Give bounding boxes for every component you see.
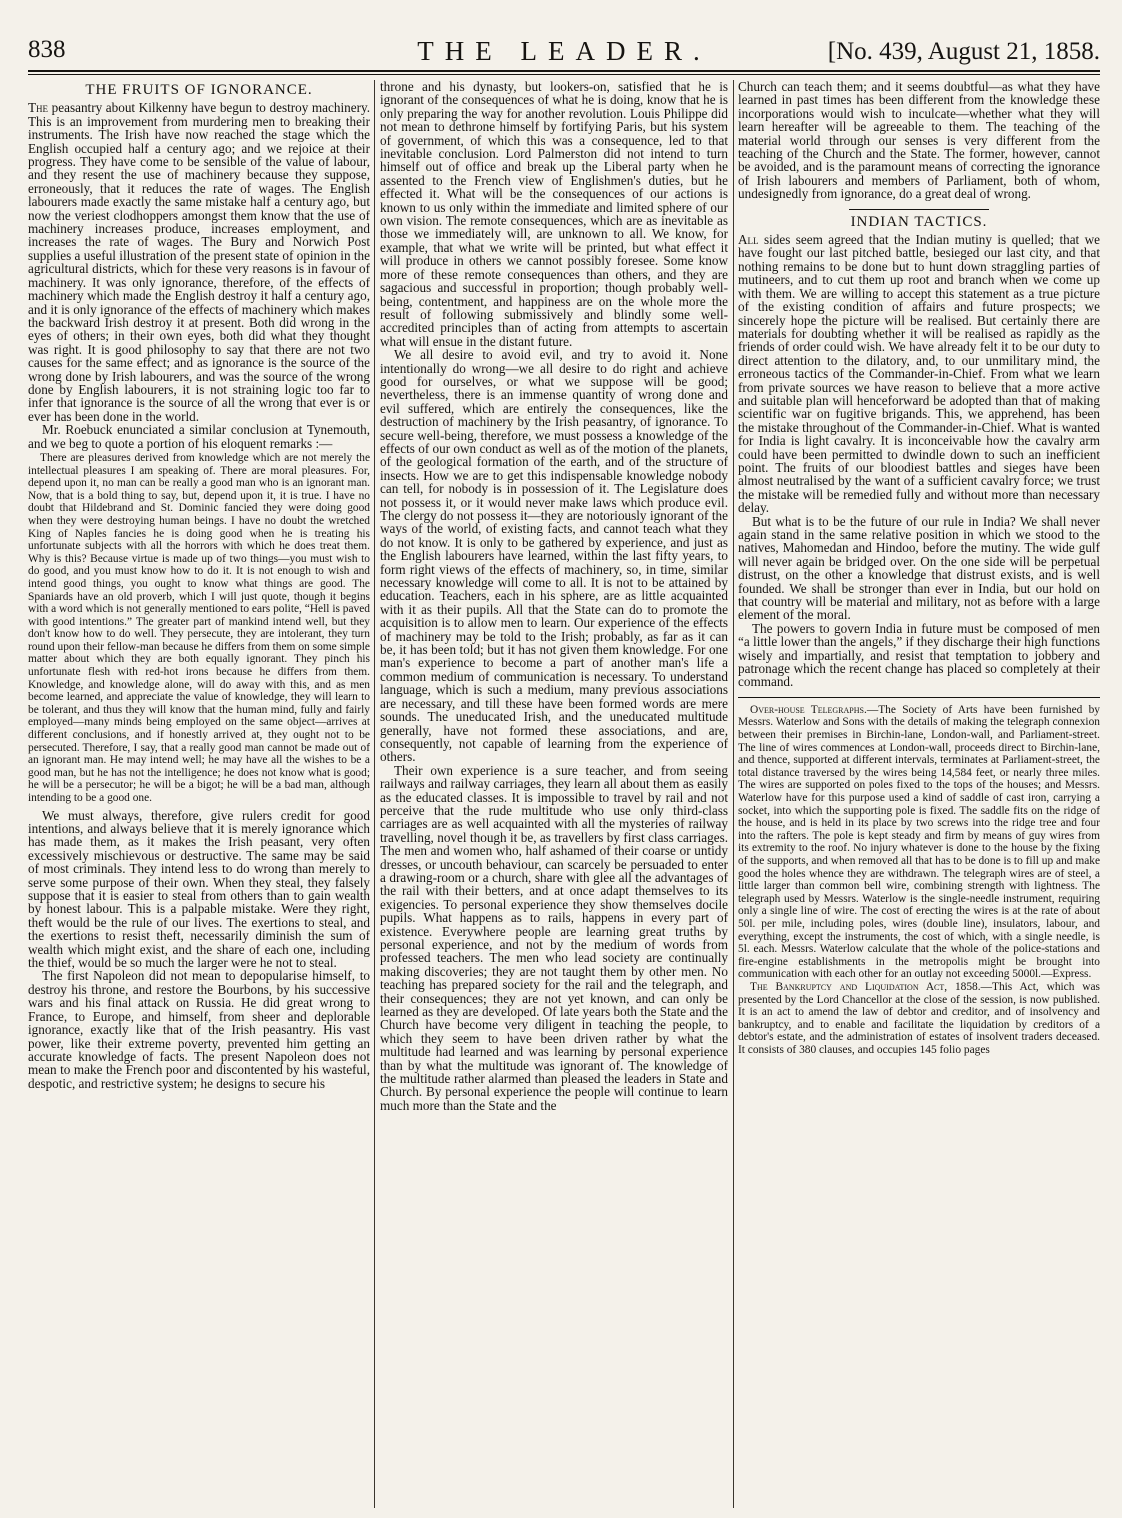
article-paragraph: But what is to be the future of our rule in India? We shall never again stand in the same relative position in which we stood to the natives, Mahomedan and Hindoo, before the mutiny. The wide gulf will never again be bridged over. On the one side will be perpetual distrust, on the other a knowledge that distrust exists, and is well founded. We shall be stronger than ever in India, but our hold on that country will be material and military, not as before with a large element of the moral. (738, 513, 1100, 623)
lead-word: All (738, 232, 759, 248)
paragraph-text: peasantry about Kilkenny have begun to destroy machinery. This is an improvement from murdering men to breaking their instruments. The Irish have now reached the stage which the English occupied half a century ago; and we rejoice at their progress. They have come to be sensible of the value of labour, and they resent the use of machinery because they suppose, erroneously, that it reduces the rate of wages. The English labourers made exactly the same mistake half a century ago, but now the veriest clodhoppers amongst them know that the use of machinery increases produce, increases employment, and increases the rate of wages. The Bury and Norwich Post supplies a useful illustration of the present state of opinion in the agricultural districts, which for these very reasons is in favour of machinery. It was only ignorance, therefore, of the effects of machinery which made the English destroy it half a century ago, and it is only ignorance of the effects of machinery which makes the backward Irish destroy it at present. Both did wrong in the eyes of others; in their own eyes, both did what they thought was right. It is good philosophy to say that there are not two causes for the same effect; and as ignorance is the source of the wrong done by Irish labourers, and was the source of the wrong done by English labourers, it is not straining logic too far to infer that ignorance is the source of all the wrong that ever is or ever has been done in the world. (28, 100, 370, 424)
article-paragraph: We all desire to avoid evil, and try to avoid it. None intentionally do wrong—we all desire to do right and achieve good for ourselves, or what we suppose will be good; nevertheless, there is an immense quantity of wrong done and evil suffered, which are entirely the consequences, like the destruction of machinery by the Irish peasantry, of ignorance. To secure well-being, therefore, we must possess a knowledge of the effects of our own conduct as well as of the motion of the planets, of the geological formation of the earth, and of the structure of insects. How we are to get this indispensable knowledge nobody can tell, for nobody is in possession of it. The Legislature does not possess it, or it would never make laws which produce evil. The clergy do not possess it—they are notoriously ignorant of the ways of the world, of existing facts, and cannot teach what they do not know. It is only to be gathered by experience, and just as the English labourers have learned, within the last fifty years, to form right views of the effects of machinery, so, in time, similar necessary knowledge will come to all. It is not to be attained by education. Teachers, each in his sphere, are as little acquainted with it as their pupils. All that the State can do to promote the acquisition is to allow men to learn. Our experience of the effects of machinery may be told to the Irish; probably, as far as it can be, it has been told; but it has not given them knowledge. For one man's experience to become a part of another man's life a common medium of communication is necessary. To understand language, which is such a medium, many previous associations are necessary, and till these have been formed words are mere sounds. The uneducated Irish, and the uneducated multitude generally, have not formed these associations, and are, consequently, not capable of learning from the experience of others. (380, 347, 728, 765)
page-number: 838 (28, 36, 66, 63)
masthead-rule (28, 74, 1100, 75)
quote-text: There are pleasures derived from knowledge which are not merely the intellectual pleasures I am speaking of. There are moral pleasures. For, depend upon it, no man can be really a good man who is an ignorant man. Now, that is a bold thing to say, but, depend upon it, it is true. I have no doubt that Hildebrand and St. Dominic fancied they were doing good when they were destroying human beings. I have no doubt the wretched King of Naples fancies he is doing good when he is treating his unfortunate subjects with all the horrors with which he does treat them. Why is this? Because virtue is made up of two things—you must wish to do good, and you must know how to do it. It is not enough to wish and intend good things, you ought to know what things are good. The Spaniards have an old proverb, which I will just quote, though it begins with a word which is not generally mentioned to ears polite, “Hell is paved with good intentions.” The greater part of mankind intend well, but they don't know how to do well. They persecute, they are intolerant, they turn round upon their fellow-man because he differs from them on some simple matter about which they are both equally ignorant. They pinch his unfortunate flesh with red-hot irons because he differs from them. Knowledge, and knowledge alone, will do away with this, and as men become learned, and appreciate the value of knowledge, they will learn to be tolerant, and thus they will know that the human mind, fully and fairly employed—many minds being employed on the same object—arrives at different conclusions, and if honestly arrived at, they ought not to be persecuted. Therefore, I say, that a really good man cannot be made out of an ignorant man. He may intend well; he may have all the wishes to be a good man, but he has not the intelligence; he does not know what is good; he will be a persecutor; he will be a bigot; he will be a bad man, although intending to be a good one. (28, 451, 370, 804)
article-paragraph: throne and his dynasty, but lookers-on, satisfied that he is ignorant of the consequences of what he is doing, know that he is only preparing the way for another revolution. Louis Philippe did not mean to dethrone himself by fortifying Paris, but his system of government, of which this was a consequence, led to that inevitable conclusion. Lord Palmerston did not intend to turn himself out of office and break up the Liberal party when he assented to the French view of Englishmen's duties, but he effected it. What will be the consequences of our actions is known to us only within the immediate and limited sphere of our own vision. The remote consequences, which are as inevitable as those we immediately will, are unknown to all. We know, for example, that what we write will be printed, but what effect it will produce in others we cannot possibly foresee. Some know more of these remote consequences than others, and they are sagacious and successful in proportion; though probably well-being, contentment, and happiness are on the whole more the result of following submissively and blindly some well-accredited principles than of acting from attempts to ascertain what will ensue in the distant future. (380, 80, 728, 349)
masthead (28, 36, 1100, 72)
column-1 (28, 80, 370, 1508)
issue-date: [No. 439, August 21, 1858. (827, 38, 1100, 65)
article-paragraph: The powers to govern India in future must be composed of men “a little lower than the angels,” if they discharge their high functions wisely and impartially, and resist that temptation to jobbery and patronage which the recent change has placed so completely at their command. (738, 620, 1100, 690)
news-item-title: The Bankruptcy and Liquidation Act, 1858. (750, 980, 981, 993)
section-rule (849, 209, 989, 210)
news-item-text: —This Act, which was presented by the Lord Chancellor at the close of the session, is now published. It is an act to amend the law of debtor and creditor, and of insolvency and bankruptcy, and to enable and facilitate the liquidation by creditors of a debtor's estate, and the administration of estates of insolvent traders deceased. It consists of 380 clauses, and occupies 145 folio pages (738, 980, 1100, 1056)
article-heading-indian-tactics: INDIAN TACTICS. (850, 213, 988, 230)
article-paragraph (28, 101, 370, 423)
column-2 (380, 80, 728, 1508)
article-paragraph: The first Napoleon did not mean to depopularise himself, to destroy his throne, and restore the Bourbons, by his successive wars and his final attack on Russia. He did great wrong to France, to Europe, and himself, from sheer and deplorable ignorance, exactly like that of the Irish peasantry. His vast power, like their extreme poverty, prevented him getting an accurate knowledge of facts. The present Napoleon does not mean to make the French poor and discontented by his wasteful, despotic, and restrictive system; he designs to secure his (28, 968, 370, 1091)
lead-word: The (28, 100, 49, 116)
article-paragraph: Church can teach them; and it seems doubtful—as what they have learned in past times has been different from the knowledge these incorporations would wish to inculcate—whether what they will learn hereafter will be agreeable to them. The teaching of the material world through our senses is very different from the teaching of the Church and the State. The former, however, cannot be avoided, and is the paramount means of correcting the ignorance of Irish labourers and members of Parliament, both of whom, undesignedly from ignorance, do a great deal of wrong. (738, 80, 1100, 202)
news-item-telegraphs (738, 704, 1100, 981)
article-paragraph: We must always, therefore, give rulers credit for good intentions, and always believe that it is merely ignorance which has made them, as it makes the Irish peasant, very often excessively mischievous or destructive. The same may be said of most criminals. They intend less to do wrong than merely to serve some purpose of their own. When they steal, they falsely suppose that it is easier to steal from others than to gain wealth by honest labour. This is a palpable mistake. Were they right, theft would be the rule of our lives. The exertions to steal, and the exertions to resist theft, necessarily diminish the sum of wealth which might exist, and the share of each one, including the thief, would be so much the larger were he not to steal. (28, 807, 370, 971)
article-paragraph: Mr. Roebuck enunciated a similar conclusion at Tynemouth, and we beg to quote a portion of his eloquent remarks :— (28, 422, 370, 451)
article-paragraph: Their own experience is a sure teacher, and from seeing railways and railway carriages, they learn all about them as easily as the educated classes. It is impossible to travel by rail and not perceive that the rude multitude who use only third-class carriages are as well acquainted with all the mysteries of railway travelling, novel though it be, as travellers by first class carriages. The men and women who, half ashamed of their coarse or untidy dresses, or uncouth behaviour, can scarcely be persuaded to enter a drawing-room or a church, share with glee all the advantages of the rail with their betters, and at once adapt themselves to its exigencies. To personal experience they show themselves docile pupils. What happens as to rails, happens in every part of existence. Everywhere people are learning great truths by personal experience, and not by the medium of words from professed teachers. The men who lead society are continually making discoveries; they are not taught them by other men. No teaching has prepared society for the rail and the telegraph, and their consequences; they are not yet known, and can only be learned as they are developed. Of late years both the State and the Church have become very diligent in teaching the people, to which they seem to have been driven rather by what the multitude had learned and was learning by personal experience than by what the multitude was ignorant of. The knowledge of the multitude rather alarmed than pleased the leaders in State and Church. By personal experience the people will continue to learn much more than the State and the (380, 762, 728, 1113)
news-item-bankruptcy-act (738, 981, 1100, 1057)
column-divider (733, 80, 734, 1508)
paragraph-text: sides seem agreed that the Indian mutiny is quelled; that we have fought our last pitched battle, besieged our last city, and that nothing remains to be done but to hunt down straggling parties of mutineers, and to cut them up root and branch when we come up with them. We are willing to accept this statement as a true picture of the existing condition of affairs and future prospects; we sincerely hope the picture will be realised. But certainly there are materials for doubting whether it will be realised as rapidly as the friends of order could wish. We have already felt it to be our duty to direct attention to the dilatory, and, to our unmilitary mind, the erroneous tactics of the Commander-in-Chief. From what we learn from private sources we have reason to believe that a more active and suitable plan will henceforward be adopted than that of making scientific war on fugitive brigands. This, we apprehend, has been the mistake throughout of the Commander-in-Chief. What is wanted for India is light cavalry. It is inconceivable how the cavalry arm could have been permitted to dwindle down to such an inefficient point. The fruits of our bloodiest battles and sieges have been almost neutralised by the want of a sufficient cavalry force; we trust the mistake will be remedied fully and without more than necessary delay. (738, 232, 1100, 516)
news-item-title: Over-house Telegraphs. (750, 703, 867, 716)
article-heading-fruits-of-ignorance: THE FRUITS OF IGNORANCE. (85, 82, 313, 98)
news-items (738, 704, 1100, 1057)
column-divider (374, 80, 375, 1508)
newspaper-title: THE LEADER. (417, 36, 711, 66)
news-item-text: —The Society of Arts have been furnished by Messrs. Waterlow and Sons with the details of making the telegraph connexion between their premises in Birchin-lane, London-wall, and Parliament-street. The line of wires commences at London-wall, proceeds direct to Birchin-lane, and thence, supported at different intervals, terminates at Parliament-street, the total distance traversed by the wires being 14,584 feet, or nearly three miles. The wires are supported on poles fixed to the tops of the houses; and Messrs. Waterlow have for this purpose used a kind of saddle of cast iron, carrying a socket, into which the supporting pole is fixed. The saddle fits on the ridge of the house, and is held in its place by two screws into the ridge tree and four into the rafters. The pole is kept steady and firm by means of guy wires from its extremity to the roof. No injury whatever is done to the house by the fixing of the supports, and when removed all that has to be done is to fill up and make good the holes whence they are withdrawn. The telegraph wires are of steel, a little larger than common bell wire, combining strength with lightness. The telegraph used by Messrs. Waterlow is the single-needle instrument, requiring only a single line of wire. The cost of erecting the wires is at the rate of about 50l. per mile, including poles, wires (double line), insulators, labour, and everything, except the instruments, the cost of which, with a single needle, is 5l. each. Messrs. Waterlow calculate that the whole of the police-stations and fire-engine establishments in the metropolis might be brought into communication with each other for an outlay not exceeding 5000l.—Express. (738, 703, 1100, 981)
column-3 (738, 80, 1100, 1508)
article-paragraph (738, 233, 1100, 515)
section-rule (738, 697, 1100, 698)
block-quote (28, 452, 370, 805)
